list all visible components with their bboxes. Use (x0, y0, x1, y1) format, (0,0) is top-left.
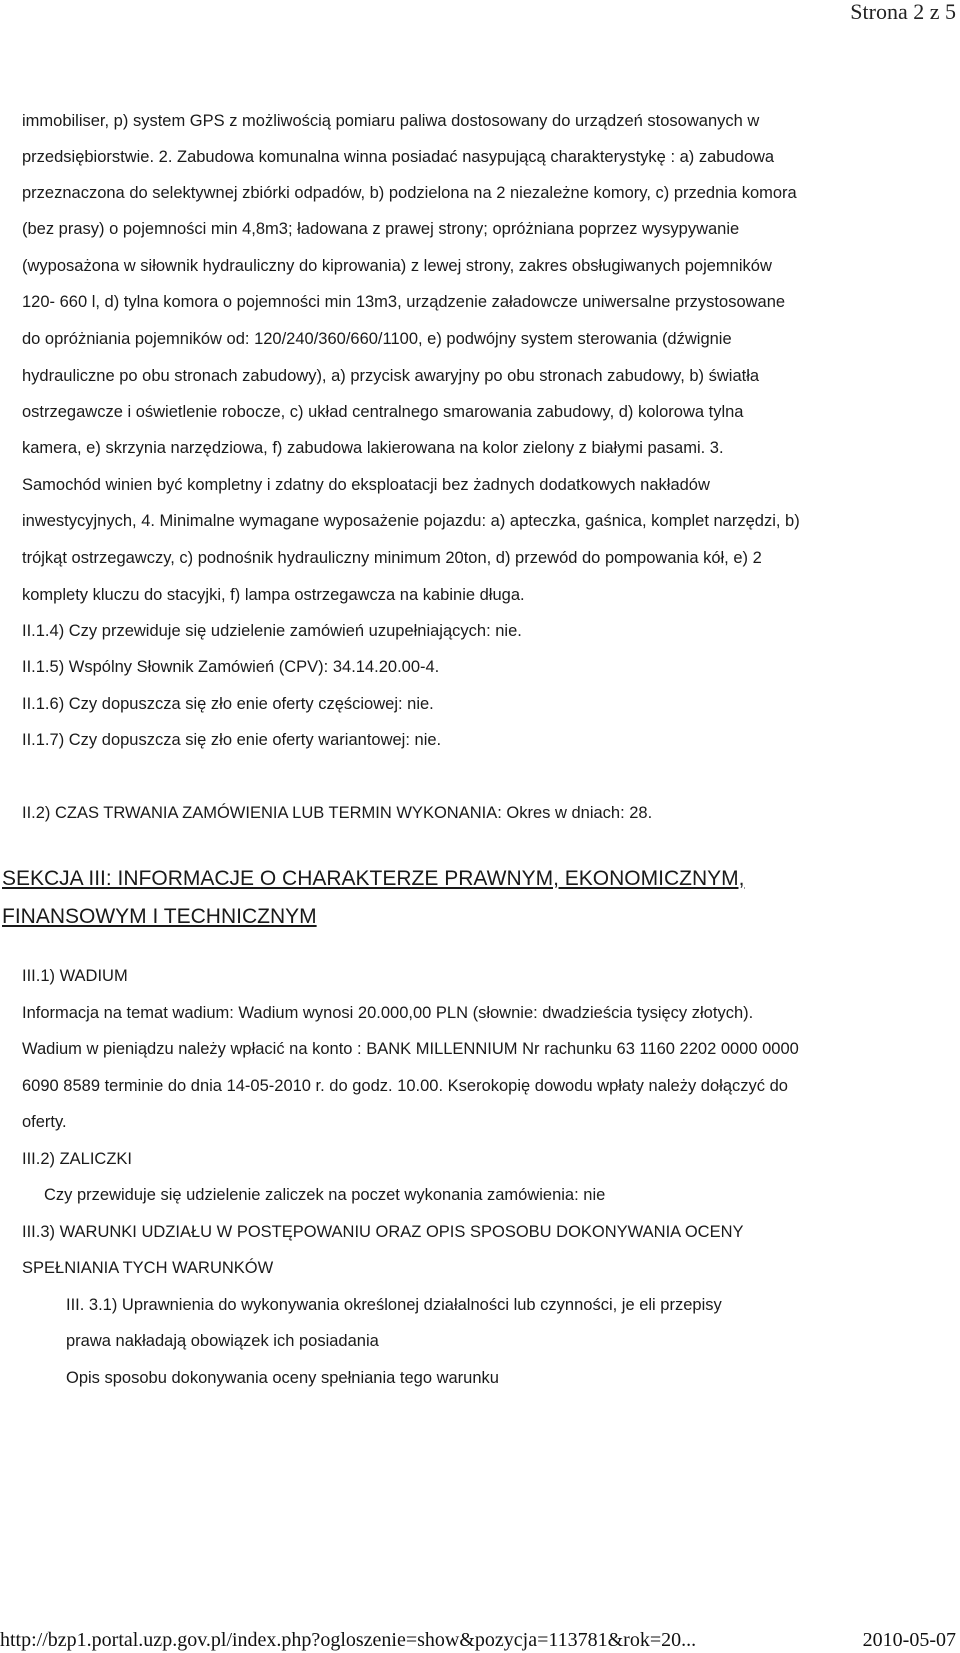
body-line: II.1.5) Wspólny Słownik Zamówień (CPV): 34.14.20.00-4. (22, 658, 440, 676)
body-line: hydrauliczne po obu stronach zabudowy), a) przycisk awaryjny po obu stronach zabudowy, b) światła (22, 367, 760, 385)
section-title: SEKCJA III: INFORMACJE O CHARAKTERZE PRAWNYM, EKONOMICZNYM, (2, 867, 745, 890)
body-line: prawa nakładają obowiązek ich posiadania (66, 1332, 379, 1350)
section-title: FINANSOWYM I TECHNICZNYM (2, 905, 317, 928)
footer-url: http://bzp1.portal.uzp.gov.pl/index.php?ogloszenie=show&pozycja=113781&rok=20... (0, 1629, 697, 1651)
body-line: III.3) WARUNKI UDZIAŁU W POSTĘPOWANIU ORAZ OPIS SPOSOBU DOKONYWANIA OCENY (22, 1223, 744, 1241)
body-line: do opróżniania pojemników od: 120/240/360/660/1100, e) podwójny system sterowania (dźwignie (22, 330, 732, 348)
body-line: przeznaczona do selektywnej zbiórki odpadów, b) podzielona na 2 niezależne komory, c) przednia komora (22, 184, 797, 202)
body-line: III.1) WADIUM (22, 967, 128, 985)
body-line: inwestycyjnych, 4. Minimalne wymagane wyposażenie pojazdu: a) apteczka, gaśnica, komplet narzędzi, b) (22, 512, 800, 530)
body-line: immobiliser, p) system GPS z możliwością pomiaru paliwa dostosowany do urządzeń stosowanych w (22, 112, 760, 130)
footer-date: 2010-05-07 (862, 1629, 956, 1651)
body-line: ostrzegawcze i oświetlenie robocze, c) układ centralnego smarowania zabudowy, d) kolorowa tylna (22, 403, 744, 421)
page-number: Strona 2 z 5 (850, 0, 956, 24)
body-line: SPEŁNIANIA TYCH WARUNKÓW (22, 1259, 274, 1277)
body-line: Samochód winien być kompletny i zdatny do eksploatacji bez żadnych dodatkowych nakładów (22, 476, 710, 494)
body-line: 6090 8589 terminie do dnia 14-05-2010 r. do godz. 10.00. Kserokopię dowodu wpłaty należy dołączyć do (22, 1077, 788, 1095)
body-line: II.2) CZAS TRWANIA ZAMÓWIENIA LUB TERMIN WYKONANIA: Okres w dniach: 28. (22, 804, 653, 822)
body-line: (wyposażona w siłownik hydrauliczny do kiprowania) z lewej strony, zakres obsługiwanych pojemników (22, 257, 772, 275)
body-line: trójkąt ostrzegawczy, c) podnośnik hydrauliczny minimum 20ton, d) przewód do pompowania kół, e) 2 (22, 549, 762, 567)
body-line: przedsiębiorstwie. 2. Zabudowa komunalna winna posiadać nasypującą charakterystykę : a) zabudowa (22, 148, 775, 166)
body-line: (bez prasy) o pojemności min 4,8m3; ładowana z prawej strony; opróżniana poprzez wysypywanie (22, 220, 740, 238)
body-line: Informacja na temat wadium: Wadium wynosi 20.000,00 PLN (słownie: dwadzieścia tysięcy złotych). (22, 1004, 754, 1022)
body-line: II.1.4) Czy przewiduje się udzielenie zamówień uzupełniających: nie. (22, 622, 522, 640)
body-line: III. 3.1) Uprawnienia do wykonywania określonej działalności lub czynności, je eli przepisy (66, 1296, 722, 1314)
body-line: Opis sposobu dokonywania oceny spełniania tego warunku (66, 1369, 499, 1387)
body-line: komplety kluczu do stacyjki, f) lampa ostrzegawcza na kabinie długa. (22, 586, 525, 604)
body-line: Wadium w pieniądzu należy wpłacić na konto : BANK MILLENNIUM Nr rachunku 63 1160 2202 0000 0000 (22, 1040, 799, 1058)
body-line: 120- 660 l, d) tylna komora o pojemności min 13m3, urządzenie załadowcze uniwersalne przystosowane (22, 293, 786, 311)
body-line: kamera, e) skrzynia narzędziowa, f) zabudowa lakierowana na kolor zielony z białymi pasami. 3. (22, 439, 724, 457)
page-footer (0, 1628, 960, 1653)
body-line: II.1.6) Czy dopuszcza się zło enie oferty częściowej: nie. (22, 695, 434, 713)
body-line: Czy przewiduje się udzielenie zaliczek na poczet wykonania zamówienia: nie (44, 1186, 606, 1204)
body-line: II.1.7) Czy dopuszcza się zło enie oferty wariantowej: nie. (22, 731, 442, 749)
body-line: III.2) ZALICZKI (22, 1150, 133, 1168)
body-line: oferty. (22, 1113, 67, 1131)
